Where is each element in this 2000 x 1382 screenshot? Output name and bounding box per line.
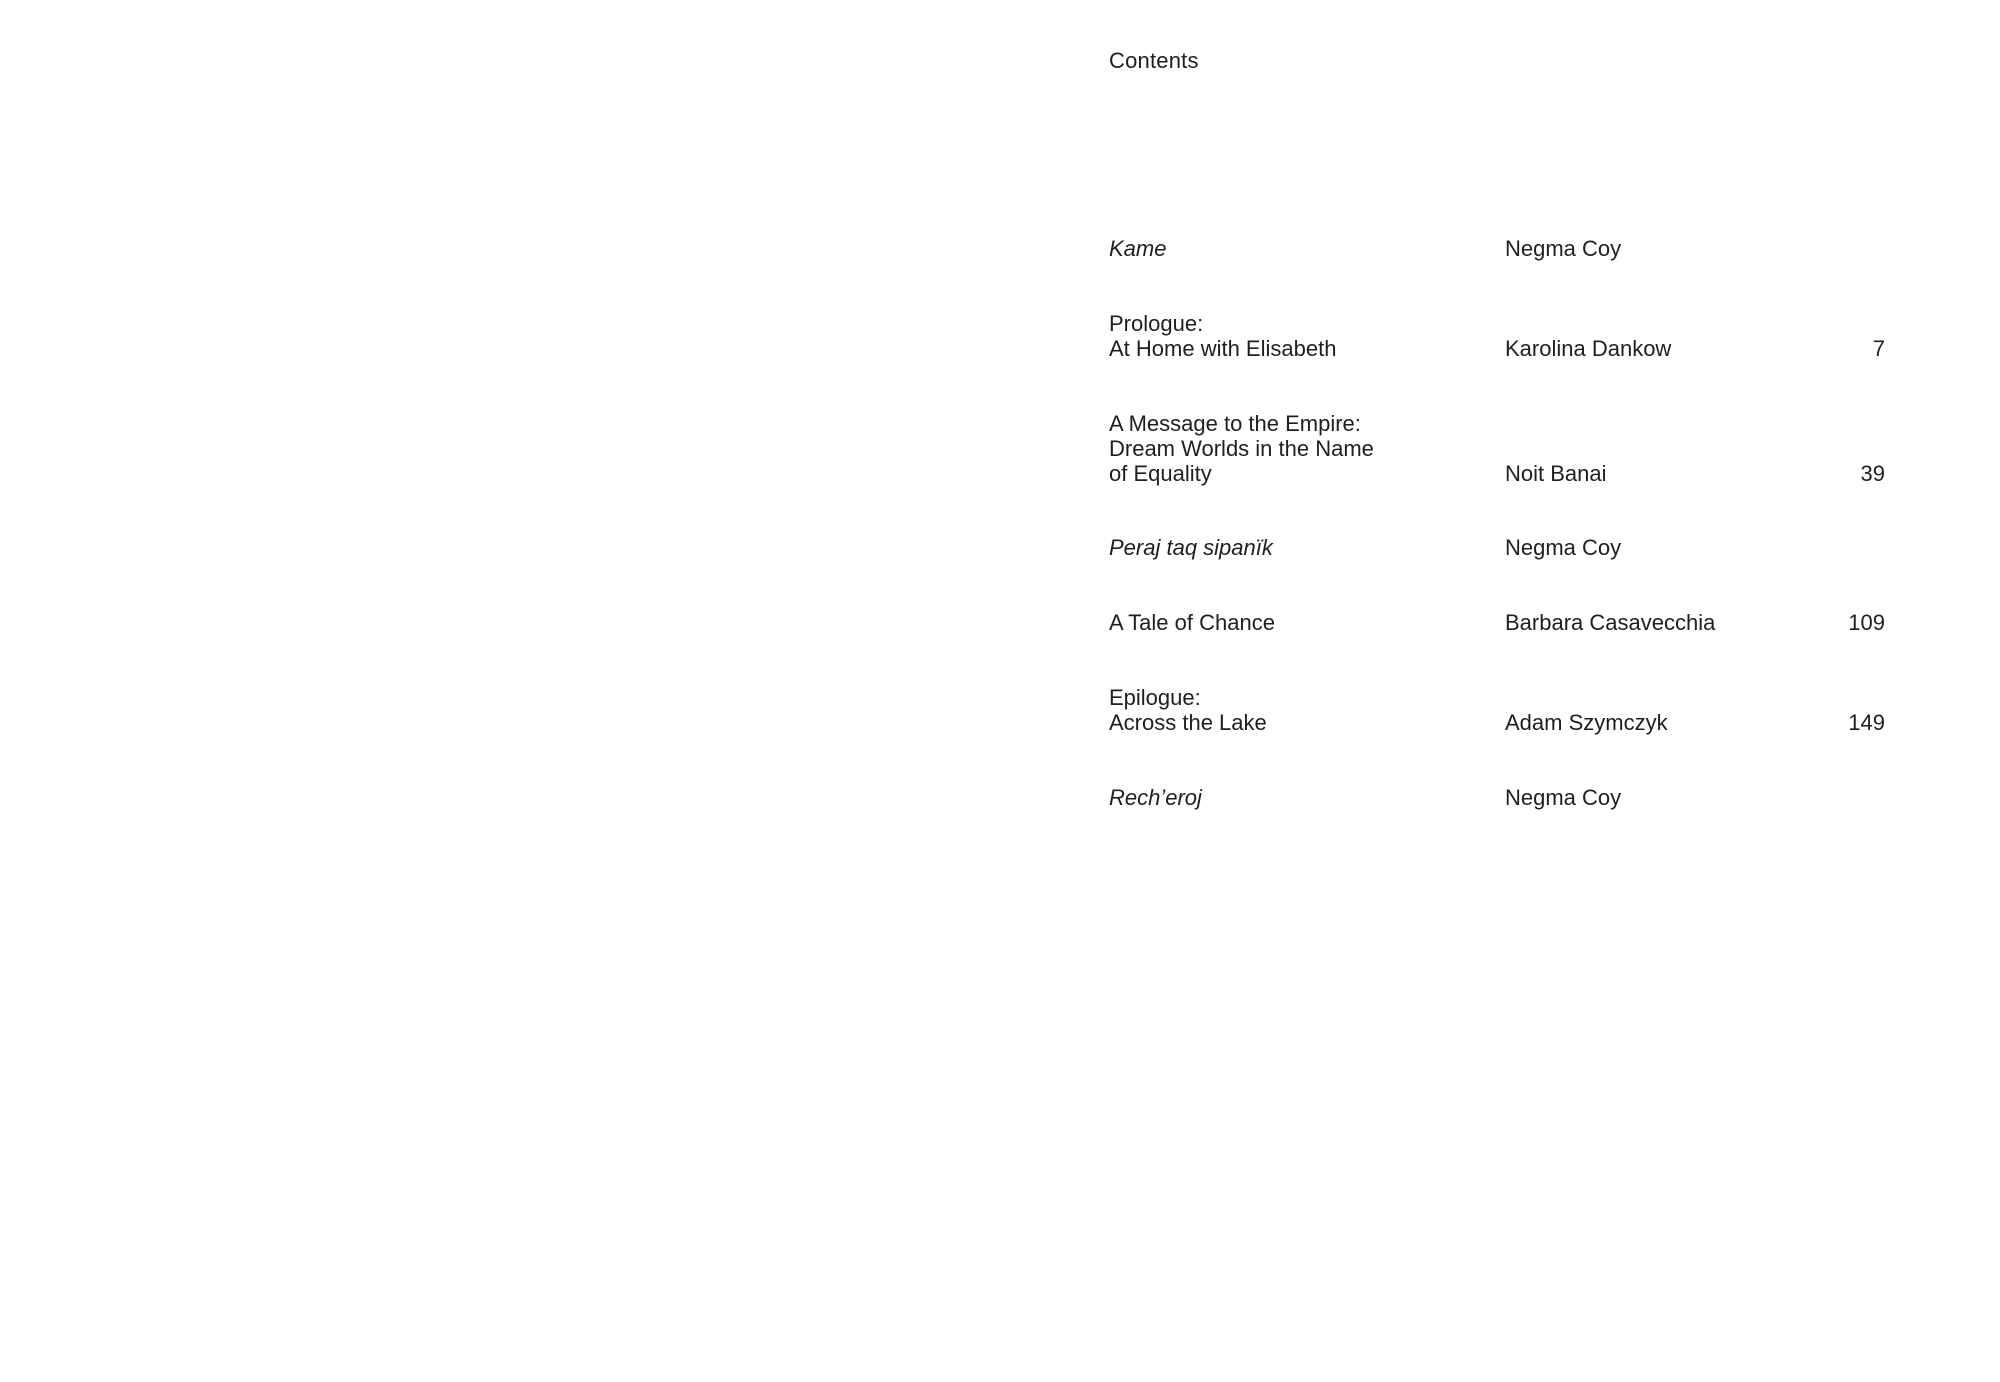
toc-entry-author: Karolina Dankow xyxy=(1505,336,1672,361)
toc-entry-title: Kame xyxy=(1109,236,1167,261)
toc-entry xyxy=(1109,311,1885,361)
toc-entry-author: Barbara Casavecchia xyxy=(1505,610,1716,635)
toc-entry-title: Prologue: At Home with Elisabeth xyxy=(1109,311,1337,361)
toc-entry-author: Negma Coy xyxy=(1505,236,1622,261)
toc-entry-page: 149 xyxy=(1848,710,1885,735)
toc-entry-author: Negma Coy xyxy=(1505,535,1622,560)
contents-page xyxy=(1000,0,2000,1382)
toc-entry xyxy=(1109,685,1885,735)
toc-entry xyxy=(1109,610,1885,635)
toc-entry-page: 39 xyxy=(1860,461,1885,486)
toc-entry-author: Negma Coy xyxy=(1505,785,1622,810)
toc-entry xyxy=(1109,785,1885,810)
toc-entry-page: 109 xyxy=(1848,610,1885,635)
toc-entry-title: Epilogue: Across the Lake xyxy=(1109,685,1267,735)
toc-entry-title: Peraj taq sipanïk xyxy=(1109,535,1273,560)
contents-heading: Contents xyxy=(1109,48,1199,73)
toc-entry-page: 7 xyxy=(1872,336,1885,361)
toc-entry-author: Noit Banai xyxy=(1505,461,1607,486)
toc-entry-title: A Tale of Chance xyxy=(1109,610,1275,635)
toc-entry-author: Adam Szymczyk xyxy=(1505,710,1668,735)
toc-entry-title: A Message to the Empire: Dream Worlds in the Name of Equality xyxy=(1109,411,1374,486)
toc-entry-title: Rech’eroj xyxy=(1109,785,1202,810)
toc-entry xyxy=(1109,236,1885,261)
toc-entry xyxy=(1109,535,1885,560)
toc-entry xyxy=(1109,411,1885,486)
